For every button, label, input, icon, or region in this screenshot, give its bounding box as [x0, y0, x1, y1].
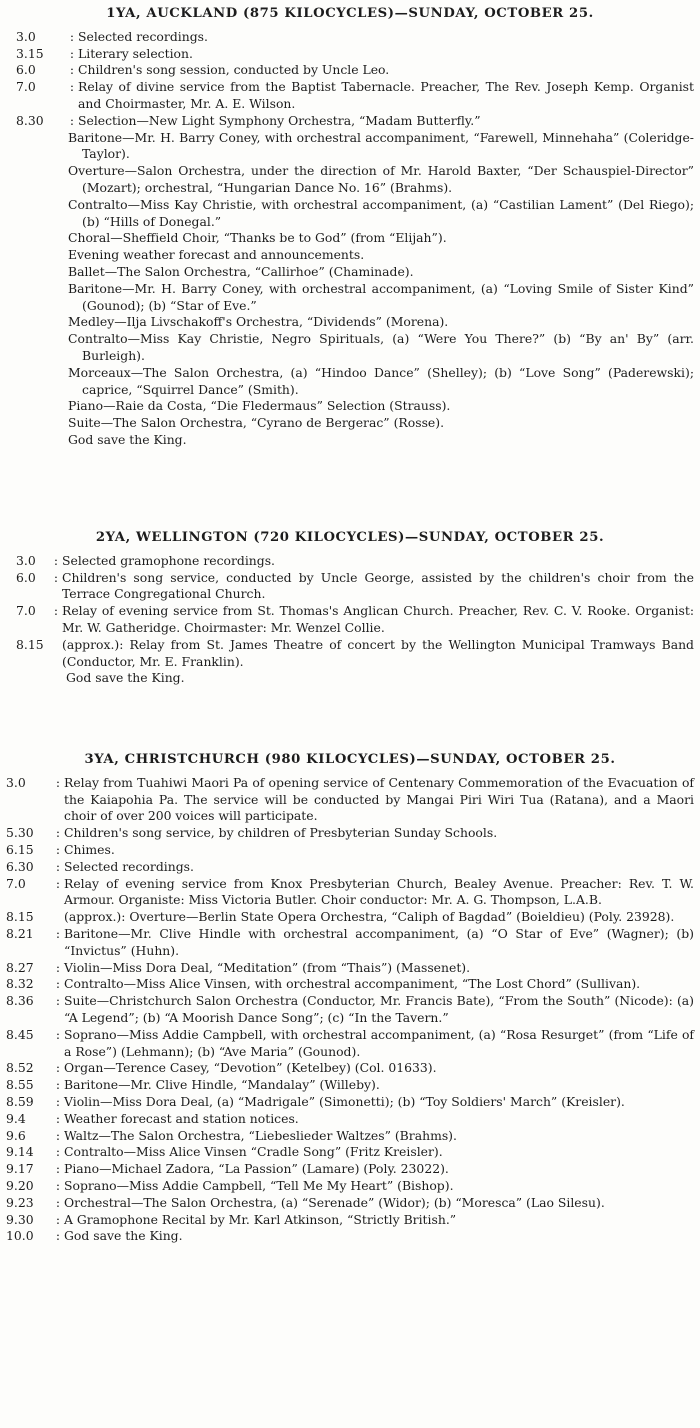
entry-text: Children's song session, conducted by Uncle Leo. [78, 62, 390, 78]
entry-text: Relay from Tuahiwi Maori Pa of opening service of Centenary Commemoration of the Evacuation of the Kaiapohia Pa. The service will be conducted by Mangai Piri Wiri Tua (Ratana), and a Maori choir of over 200 voices will participate. [64, 774, 694, 824]
entry-text: Relay of evening service from St. Thomas's Anglican Church. Preacher, Rev. C. V. Rooke. Organist: Mr. W. Gatheridge. Choirmaster: Mr. Wenzel Collie. [62, 603, 694, 635]
program-entry [0, 603, 700, 637]
entry-sep: : [55, 1161, 61, 1177]
entry-text: Selected recordings. [64, 858, 194, 874]
entry-sep: : [55, 1177, 61, 1193]
program-section-2ya [0, 530, 700, 687]
program-item: Piano—Raie da Costa, “Die Fledermaus” Selection (Strauss). [68, 398, 451, 414]
entry-time: 9.14 [6, 1144, 34, 1160]
entry-time: 9.23 [6, 1194, 34, 1210]
entry-text: Literary selection. [78, 45, 193, 61]
entry-sep: : [55, 1093, 61, 1109]
entry-sep: : [53, 552, 59, 568]
entry-sep: : [55, 976, 61, 992]
entry-sep: : [69, 28, 75, 44]
entry-time: 7.0 [16, 79, 36, 95]
program-entry [0, 1228, 700, 1245]
entry-sep: : [55, 1228, 61, 1244]
entry-time: 9.20 [6, 1177, 34, 1193]
entry-text: Weather forecast and station notices. [64, 1110, 299, 1126]
entry-time: 8.36 [6, 993, 34, 1009]
entry-sep: : [55, 1110, 61, 1126]
program-item: Evening weather forecast and announcements. [68, 247, 365, 263]
entry-sep: : [55, 858, 61, 874]
entry-time: 8.52 [6, 1060, 34, 1076]
entry-time: 8.45 [6, 1026, 34, 1042]
entry-text: (approx.): Relay from St. James Theatre of concert by the Wellington Municipal Tramways Band (Conductor, Mr. E. Franklin). [62, 636, 694, 669]
entry-time: 9.17 [6, 1161, 34, 1177]
entry-sep: : [55, 1211, 61, 1227]
entry-text: Violin—Miss Dora Deal, (a) “Madrigale” (Simonetti); (b) “Toy Soldiers' March” (Kreisler). [64, 1093, 625, 1109]
entry-sep: : [55, 825, 61, 841]
program-entry [0, 909, 700, 926]
entry-text: A Gramophone Recital by Mr. Karl Atkinson, “Strictly British.” [64, 1211, 457, 1227]
program-entry [0, 1111, 700, 1128]
program-entry [0, 79, 700, 113]
program-item: Suite—The Salon Orchestra, “Cyrano de Bergerac” (Rosse). [68, 415, 445, 431]
entry-sep: : [55, 925, 61, 941]
entry-text: Contralto—Miss Alice Vinsen “Cradle Song” (Fritz Kreisler). [64, 1144, 443, 1160]
program-entry [0, 62, 700, 79]
entry-sep: : [69, 45, 75, 61]
entry-text: Soprano—Miss Addie Campbell, with orchestral accompaniment, (a) “Rosa Resurget” (from “Life of a Rose”) (Lehmann); (b) “Ave Maria” (Gounod). [64, 1026, 694, 1059]
entry-text: Baritone—Mr. Clive Hindle with orchestral accompaniment, (a) “O Star of Eve” (Wagner); (b) “Invictus” (Huhn). [64, 925, 694, 958]
entry-time: 8.59 [6, 1093, 34, 1109]
entry-text: Selected recordings. [78, 28, 208, 44]
entry-sep: : [53, 603, 59, 619]
entry-time: 8.15 [6, 909, 34, 925]
entry-time: 8.55 [6, 1077, 34, 1093]
program-entry [0, 1128, 700, 1145]
entry-time: 3.15 [16, 45, 44, 61]
entry-sep: : [55, 1077, 61, 1093]
program-item: Baritone—Mr. H. Barry Coney, with orchestral accompaniment, “Farewell, Minnehaha” (Coleridge-Taylor). [68, 129, 694, 162]
entry-text: Selected gramophone recordings. [62, 552, 275, 568]
entry-sep: : [55, 1127, 61, 1143]
program-entry [0, 842, 700, 859]
entry-sep: : [55, 959, 61, 975]
entry-text: Contralto—Miss Alice Vinsen, with orchestral accompaniment, “The Lost Chord” (Sullivan). [64, 976, 641, 992]
entry-time: 8.32 [6, 976, 34, 992]
program-section-1ya [0, 6, 700, 449]
entry-text: Children's song service, by children of Presbyterian Sunday Schools. [64, 825, 498, 841]
entry-text: Organ—Terence Casey, “Devotion” (Ketelbey) (Col. 01633). [64, 1060, 437, 1076]
entry-sep: : [69, 112, 75, 128]
entry-time: 6.0 [16, 62, 36, 78]
entry-time: 8.21 [6, 925, 34, 941]
program-item: Choral—Sheffield Choir, “Thanks be to God” (from “Elijah”). [68, 230, 447, 246]
entry-sep: : [55, 875, 61, 891]
program-item: Contralto—Miss Kay Christie, Negro Spirituals, (a) “Were You There?” (b) “By an' By” (arr. Burleigh). [68, 331, 694, 363]
entry-text: Waltz—The Salon Orchestra, “Liebeslieder Waltzes” (Brahms). [64, 1127, 457, 1143]
entry-text: Suite—Christchurch Salon Orchestra (Conductor, Mr. Francis Bate), “From the South” (Nicode): (a) “A Legend”; (b) “A Moorish Dance Song”; (c) “In the Tavern.” [64, 993, 694, 1025]
program-item: Baritone—Mr. H. Barry Coney, with orchestral accompaniment, (a) “Loving Smile of Sister Kind” (Gounod); (b) “Star of Eve.” [68, 280, 694, 313]
program-entry [0, 1212, 700, 1229]
program-entry [0, 46, 700, 63]
program-item: God save the King. [68, 431, 187, 447]
program-entry [0, 1077, 700, 1094]
entry-sep: : [55, 1194, 61, 1210]
closing-line: God save the King. [66, 670, 185, 686]
program-entry [0, 1027, 700, 1061]
program-entry [0, 570, 700, 604]
program-item: Overture—Salon Orchestra, under the direction of Mr. Harold Baxter, “Der Schauspiel-Director” (Mozart); orchestral, “Hungarian Dance No. 16” (Brahms). [68, 163, 694, 195]
program-entry [0, 825, 700, 842]
entry-time: 6.0 [16, 569, 36, 585]
entry-sep: : [53, 569, 59, 585]
entry-time: 3.0 [16, 28, 36, 44]
entry-text: Soprano—Miss Addie Campbell, “Tell Me My Heart” (Bishop). [64, 1177, 454, 1193]
entry-sep: : [69, 62, 75, 78]
entry-text: (approx.): Overture—Berlin State Opera Orchestra, “Caliph of Bagdad” (Boieldieu) (Poly. 23928). [64, 909, 675, 925]
program-item: Morceaux—The Salon Orchestra, (a) “Hindoo Dance” (Shelley); (b) “Love Song” (Paderewski); caprice, “Squirrel Dance” (Smith). [68, 364, 694, 397]
program-entry [0, 29, 700, 46]
entry-text: Orchestral—The Salon Orchestra, (a) “Serenade” (Widor); (b) “Moresca” (Lao Silesu). [64, 1194, 605, 1210]
entry-time: 3.0 [6, 774, 26, 790]
entry-text: Selection—New Light Symphony Orchestra, “Madam Butterfly.” [78, 112, 481, 128]
program-entry [0, 976, 700, 993]
program-entry [0, 1195, 700, 1212]
section-header: 1YA, AUCKLAND (875 KILOCYCLES)—SUNDAY, OCTOBER 25. [106, 6, 594, 21]
entry-time: 5.30 [6, 825, 34, 841]
entry-time: 6.15 [6, 841, 34, 857]
program-entry [0, 960, 700, 977]
entry-time: 9.30 [6, 1211, 34, 1227]
entry-text: Violin—Miss Dora Deal, “Meditation” (from “Thais”) (Massenet). [64, 959, 471, 975]
entry-sep: : [55, 993, 61, 1009]
program-entry [0, 637, 700, 671]
entry-text: Piano—Michael Zadora, “La Passion” (Lamare) (Poly. 23022). [64, 1161, 449, 1177]
program-section-3ya [0, 752, 700, 1245]
entry-text: Baritone—Mr. Clive Hindle, “Mandalay” (Willeby). [64, 1077, 380, 1093]
program-entry [0, 926, 700, 960]
entry-time: 9.4 [6, 1110, 26, 1126]
program-entry [0, 553, 700, 570]
entry-sep: : [69, 79, 75, 95]
entry-time: 8.30 [16, 112, 44, 128]
program-entry [0, 113, 700, 130]
program-item: Medley—Ilja Livschakoff's Orchestra, “Dividends” (Morena). [68, 314, 449, 330]
entry-time: 6.30 [6, 858, 34, 874]
entry-sep: : [55, 1144, 61, 1160]
entry-text: Relay of divine service from the Baptist Tabernacle. Preacher, The Rev. Joseph Kemp. Organist and Choirmaster, Mr. A. E. Wilson. [78, 79, 694, 111]
program-entry [0, 1144, 700, 1161]
program-item: Ballet—The Salon Orchestra, “Callirhoe” (Chaminade). [68, 263, 414, 279]
program-entry [0, 876, 700, 910]
entry-sep: : [55, 841, 61, 857]
entry-time: 8.27 [6, 959, 34, 975]
program-entry [0, 1094, 700, 1111]
entry-text: God save the King. [64, 1228, 183, 1244]
section-header: 3YA, CHRISTCHURCH (980 KILOCYCLES)—SUNDAY, OCTOBER 25. [84, 752, 616, 767]
entry-time: 10.0 [6, 1228, 34, 1244]
entry-text: Chimes. [64, 841, 115, 857]
program-entry [0, 1060, 700, 1077]
entry-text: Children's song service, conducted by Uncle George, assisted by the children's choir from the Terrace Congregational Church. [62, 569, 694, 602]
section-header: 2YA, WELLINGTON (720 KILOCYCLES)—SUNDAY, OCTOBER 25. [95, 530, 605, 545]
program-entry [0, 1178, 700, 1195]
entry-sep: : [55, 1060, 61, 1076]
entry-text: Relay of evening service from Knox Presbyterian Church, Bealey Avenue. Preacher: Rev. T. W. Armour. Organiste: Miss Victoria Butler. Choir conductor: Mr. A. G. Thompson, L.A.B. [64, 875, 694, 908]
program-entry [0, 859, 700, 876]
entry-time: 3.0 [16, 552, 36, 568]
entry-time: 7.0 [16, 603, 36, 619]
program-entry [0, 1161, 700, 1178]
program-entry [0, 775, 700, 825]
entry-sep: : [55, 1026, 61, 1042]
entry-time: 9.6 [6, 1127, 26, 1143]
entry-time: 7.0 [6, 875, 26, 891]
program-entry [0, 993, 700, 1027]
entry-time: 8.15 [16, 636, 44, 652]
program-item: Contralto—Miss Kay Christie, with orchestral accompaniment, (a) “Castilian Lament” (Del Riego); (b) “Hills of Donegal.” [68, 196, 694, 229]
entry-sep: : [55, 774, 61, 790]
